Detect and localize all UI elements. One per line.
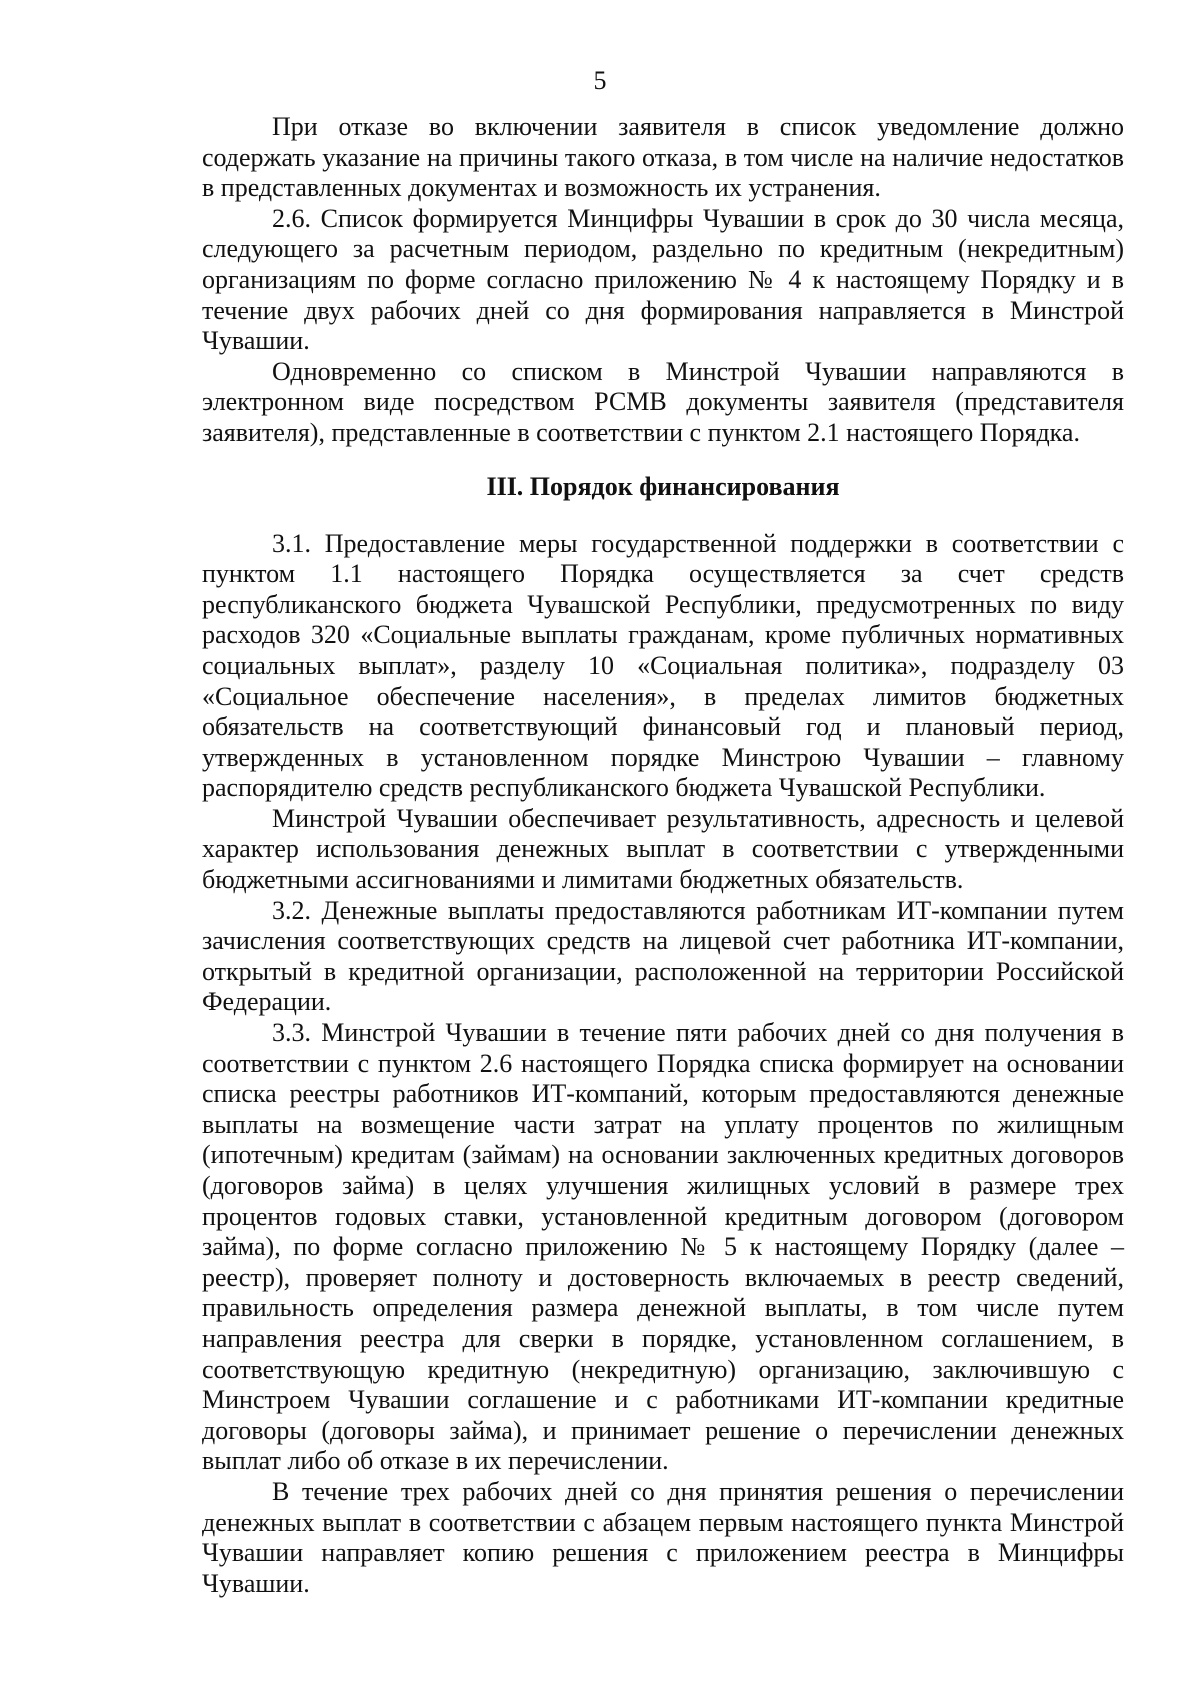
paragraph-2-6: 2.6. Список формируется Минцифры Чувашии в срок до 30 числа месяца, следующего за расчетным периодом, раздельно по кредитным (некредитным) организациям по форме согласно приложению № 4 к настоящему Порядку и в течение двух рабочих дней со дня формирования направляется в Минстрой Чувашии.	[202, 203, 1124, 356]
paragraph-refusal-notice: При отказе во включении заявителя в список уведомление должно содержать указание на причины такого отказа, в том числе на наличие недостатков в представленных документах и возможность их устранения.	[202, 112, 1124, 203]
paragraph-3-2: 3.2. Денежные выплаты предоставляются работникам ИТ-компании путем зачисления соответствующих средств на лицевой счет работника ИТ-компании, открытый в кредитной организации, расположенной на территории Российской Федерации.	[202, 895, 1124, 1017]
paragraph-3-1: 3.1. Предоставление меры государственной поддержки в соответствии с пунктом 1.1 настоящего Порядка осуществляется за счет средств республиканского бюджета Чувашской Республики, предусмотренных по виду расходов 320 «Социальные выплаты гражданам, кроме публичных нормативных социальных выплат», разделу 10 «Социальная политика», подразделу 03 «Социальное обеспечение населения», в пределах лимитов бюджетных обязательств на соответствующий финансовый год и плановый период, утвержденных в установленном порядке Минстрою Чувашии – главному распорядителю средств республиканского бюджета Чувашской Республики.	[202, 528, 1124, 803]
paragraph-decision-copy: В течение трех рабочих дней со дня принятия решения о перечислении денежных выплат в соответствии с абзацем первым настоящего пункта Минстрой Чувашии направляет копию решения с приложением реестра в Минцифры Чувашии.	[202, 1476, 1124, 1598]
paragraph-3-3: 3.3. Минстрой Чувашии в течение пяти рабочих дней со дня получения в соответствии с пунктом 2.6 настоящего Порядка списка формирует на основании списка реестры работников ИТ-компаний, которым предоставляются денежные выплаты на возмещение части затрат на уплату процентов по жилищным (ипотечным) кредитам (займам) на основании заключенных кредитных договоров (договоров займа) в целях улучшения жилищных условий в размере трех процентов годовых ставки, установленной кредитным договором (договором займа), по форме согласно приложению № 5 к настоящему Порядку (далее – реестр), проверяет полноту и достоверность включаемых в реестр сведений, правильность определения размера денежной выплаты, в том числе путем направления реестра для сверки в порядке, установленном соглашением, в соответствующую кредитную (некредитную) организацию, заключившую с Минстроем Чувашии соглашение и с работниками ИТ-компании кредитные договоры (договоры займа), и принимает решение о перечислении денежных выплат либо об отказе в их перечислении.	[202, 1018, 1124, 1476]
paragraph-documents-sent: Одновременно со списком в Минстрой Чувашии направляются в электронном виде посредством РСМВ документы заявителя (представителя заявителя), представленные в соответствии с пунктом 2.1 настоящего Порядка.	[202, 356, 1124, 447]
page-number: 5	[593, 66, 607, 95]
section-heading-financing: III. Порядок финансирования	[486, 471, 840, 501]
document-body	[202, 112, 1124, 1599]
paragraph-minstroy-ensures: Минстрой Чувашии обеспечивает результативность, адресность и целевой характер использования денежных выплат в соответствии с утвержденными бюджетными ассигнованиями и лимитами бюджетных обязательств.	[202, 803, 1124, 895]
